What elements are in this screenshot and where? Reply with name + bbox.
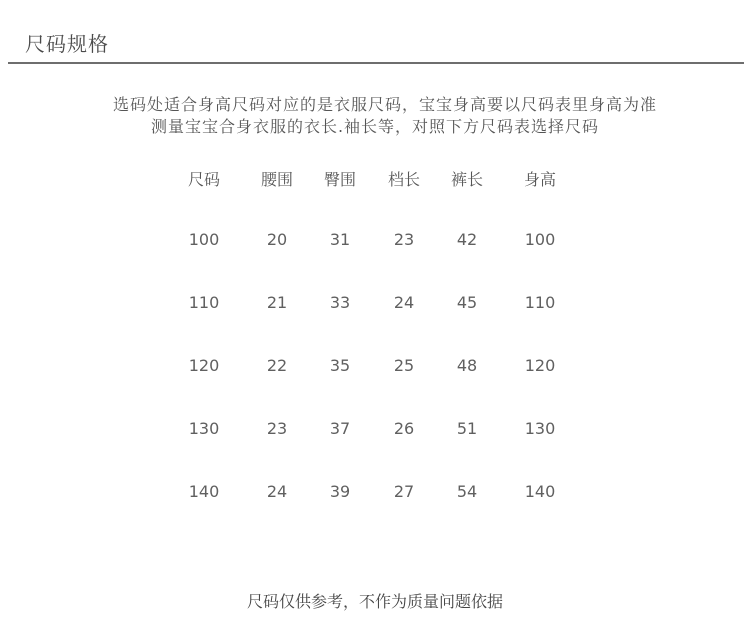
table-header-cell: 裤长	[450, 170, 484, 189]
table-cell: 100	[188, 230, 220, 249]
table-cell: 130	[524, 419, 556, 438]
table-cell: 110	[188, 293, 220, 312]
section-title: 尺码规格	[25, 32, 109, 56]
table-cell: 48	[456, 356, 478, 375]
table-cell: 33	[329, 293, 351, 312]
table-cell: 130	[188, 419, 220, 438]
table-cell: 35	[329, 356, 351, 375]
table-cell: 21	[266, 293, 288, 312]
intro-line-1: 选码处适合身高尺码对应的是衣服尺码，宝宝身高要以尺码表里身高为准	[112, 95, 657, 114]
table-cell: 22	[266, 356, 288, 375]
table-cell: 24	[266, 482, 288, 501]
table-header-cell: 档长	[387, 170, 421, 189]
table-cell: 20	[266, 230, 288, 249]
table-cell: 120	[524, 356, 556, 375]
table-cell: 26	[393, 419, 415, 438]
table-cell: 45	[456, 293, 478, 312]
table-cell: 140	[188, 482, 220, 501]
table-cell: 25	[393, 356, 415, 375]
table-cell: 27	[393, 482, 415, 501]
table-cell: 24	[393, 293, 415, 312]
intro-line-2: 测量宝宝合身衣服的衣长.袖长等，对照下方尺码表选择尺码	[150, 117, 600, 136]
footer-note: 尺码仅供参考，不作为质量问题依据	[246, 592, 503, 611]
table-cell: 100	[524, 230, 556, 249]
table-cell: 42	[456, 230, 478, 249]
table-cell: 37	[329, 419, 351, 438]
table-cell: 140	[524, 482, 556, 501]
table-cell: 31	[329, 230, 351, 249]
table-cell: 110	[524, 293, 556, 312]
table-header-cell: 身高	[523, 170, 557, 189]
table-cell: 51	[456, 419, 478, 438]
table-cell: 23	[393, 230, 415, 249]
table-header-cell: 尺码	[187, 170, 221, 189]
table-header-cell: 臀围	[323, 170, 357, 189]
table-header-cell: 腰围	[260, 170, 294, 189]
table-cell: 54	[456, 482, 478, 501]
table-cell: 39	[329, 482, 351, 501]
table-cell: 120	[188, 356, 220, 375]
table-cell: 23	[266, 419, 288, 438]
